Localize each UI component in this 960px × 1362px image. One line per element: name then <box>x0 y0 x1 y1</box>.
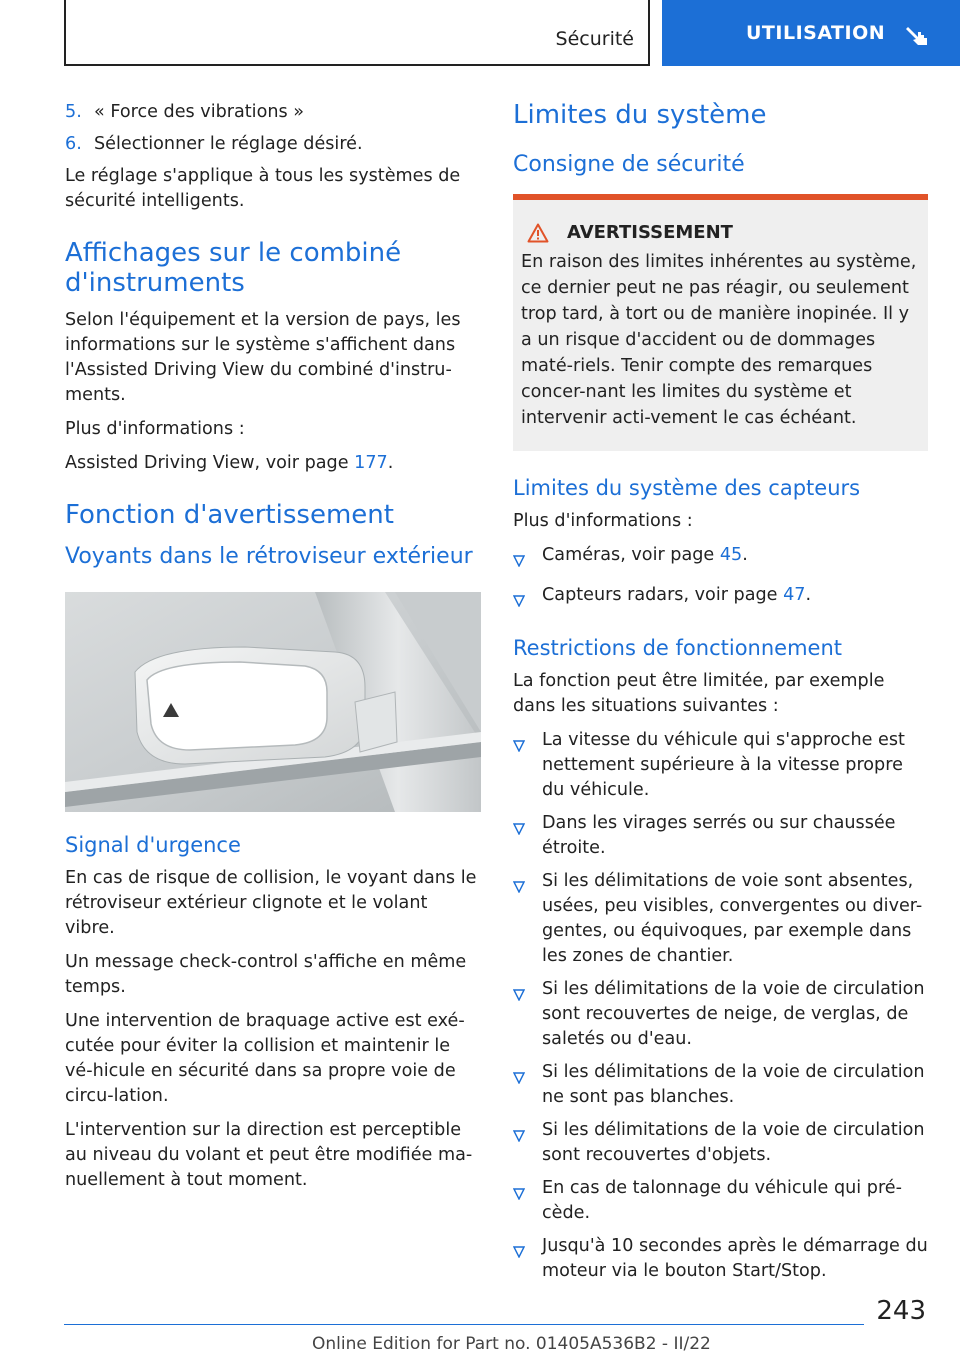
heading-safety-notice: Consigne de sécurité <box>513 152 745 177</box>
header-section-title: Sécurité <box>555 28 634 50</box>
sensor-list <box>513 543 928 615</box>
page-link[interactable]: 47 <box>783 585 806 605</box>
paragraph: Un message check-control s'affiche en même temps. <box>65 952 467 997</box>
header-section-box <box>64 0 650 66</box>
list-item <box>513 977 928 1052</box>
list-item-text: Jusqu'à 10 secondes après le démarrage du moteur via le bouton Start/Stop. <box>542 1236 928 1281</box>
page-link[interactable]: 45 <box>719 545 743 565</box>
warning-text: En raison des limites inhérentes au système, ce dernier peut ne pas réagir, ou seulement trop tard, à tort ou de manière inopinée. Il y a un risque d'accident ou de dommages maté-riels. Tenir compte des remarques concer-nant les limites du système et intervenir acti-vement le cas échéant. <box>521 252 917 428</box>
footer-edition: Online Edition for Part no. 01405A536B2 - II/22 <box>312 1334 711 1354</box>
paragraph: Une intervention de braquage active est exé-cutée pour éviter la collision et maintenir le vé-hicule en sécurité dans sa propre voie de circu-lation. <box>65 1011 465 1106</box>
list-item <box>513 728 928 803</box>
step-number: 5. <box>65 102 82 122</box>
warning-triangle-icon <box>527 223 549 243</box>
list-item-text: Si les délimitations de voie sont absentes, usées, peu visibles, convergentes ou diver-gentes, ou équivoques, par exemple dans les zones de chantier. <box>542 871 923 966</box>
list-item-text: Caméras, voir page 45. <box>542 545 748 565</box>
list-item-text: La vitesse du véhicule qui s'approche est nettement supérieure à la vitesse propre du véhicule. <box>542 730 905 800</box>
paragraph: Plus d'informations : <box>65 419 245 439</box>
pointing-hand-icon <box>905 24 929 48</box>
list-item-text: Si les délimitations de la voie de circulation sont recouvertes de neige, de verglas, de saletés ou d'eau. <box>542 979 925 1049</box>
step-text: « Force des vibrations » <box>94 102 305 122</box>
heading-sensor-limits: Limites du système des capteurs <box>513 476 861 500</box>
list-item <box>513 1234 928 1284</box>
triangle-bullet-icon <box>513 811 542 861</box>
triangle-bullet-icon <box>513 543 542 575</box>
paragraph: Selon l'équipement et la version de pays, les informations sur le système s'affichent dans l'Assisted Driving View du combiné d'instru-ments. <box>65 310 461 405</box>
warning-box <box>513 194 928 451</box>
paragraph: L'intervention sur la direction est perceptible au niveau du volant et peut être modifiée ma-nuellement à tout moment. <box>65 1120 473 1190</box>
page-link[interactable]: 177 <box>354 453 388 473</box>
heading-system-limits: Limites du système <box>513 100 767 130</box>
step-item <box>65 100 481 125</box>
list-item <box>513 1176 928 1226</box>
restrictions-list <box>513 728 928 1284</box>
left-column <box>65 100 481 1202</box>
list-item-text: Dans les virages serrés ou sur chaussée étroite. <box>542 813 896 858</box>
list-item <box>513 543 928 575</box>
list-item-text: Si les délimitations de la voie de circulation sont recouvertes d'objets. <box>542 1120 925 1165</box>
paragraph: Plus d'informations : <box>513 511 693 531</box>
right-column <box>513 100 928 1292</box>
step-text: Sélectionner le réglage désiré. <box>94 134 363 154</box>
reference-end: . <box>387 453 394 473</box>
header-chapter-label: UTILISATION <box>746 22 886 44</box>
list-item <box>513 811 928 861</box>
list-item-text: En cas de talonnage du véhicule qui pré-cède. <box>542 1178 902 1223</box>
warning-title-row <box>521 222 918 243</box>
triangle-bullet-icon <box>513 728 542 803</box>
triangle-bullet-icon <box>513 1060 542 1110</box>
heading-emergency-signal: Signal d'urgence <box>65 833 241 857</box>
heading-restrictions: Restrictions de fonctionnement <box>513 636 842 660</box>
triangle-bullet-icon <box>513 977 542 1052</box>
paragraph: La fonction peut être limitée, par exemple dans les situations suivantes : <box>513 671 885 716</box>
paragraph-reference <box>65 451 481 476</box>
triangle-bullet-icon <box>513 1118 542 1168</box>
triangle-bullet-icon <box>513 1176 542 1226</box>
triangle-bullet-icon <box>513 1234 542 1284</box>
list-item-text: Si les délimitations de la voie de circulation ne sont pas blanches. <box>542 1062 925 1107</box>
heading-mirror-indicators: Voyants dans le rétroviseur extérieur <box>65 544 473 569</box>
warning-title: AVERTISSEMENT <box>567 222 733 243</box>
mirror-illustration <box>65 592 481 812</box>
list-item-text: Capteurs radars, voir page 47. <box>542 585 812 605</box>
footer-divider <box>64 1324 864 1325</box>
page-number: 243 <box>876 1296 926 1326</box>
paragraph: En cas de risque de collision, le voyant dans le rétroviseur extérieur clignote et le volant vibre. <box>65 868 477 938</box>
heading-displays: Affichages sur le combiné d'instruments <box>65 238 402 298</box>
step-item <box>65 132 481 157</box>
paragraph: Le réglage s'applique à tous les systèmes de sécurité intelligents. <box>65 166 461 211</box>
list-item <box>513 1060 928 1110</box>
list-item <box>513 583 928 615</box>
triangle-bullet-icon <box>513 583 542 615</box>
heading-warning-function: Fonction d'avertissement <box>65 500 394 530</box>
header-chapter-tab[interactable] <box>662 0 960 66</box>
list-item <box>513 1118 928 1168</box>
list-item <box>513 869 928 969</box>
step-number: 6. <box>65 134 82 154</box>
reference-text: Assisted Driving View, voir page <box>65 453 355 473</box>
triangle-bullet-icon <box>513 869 542 969</box>
